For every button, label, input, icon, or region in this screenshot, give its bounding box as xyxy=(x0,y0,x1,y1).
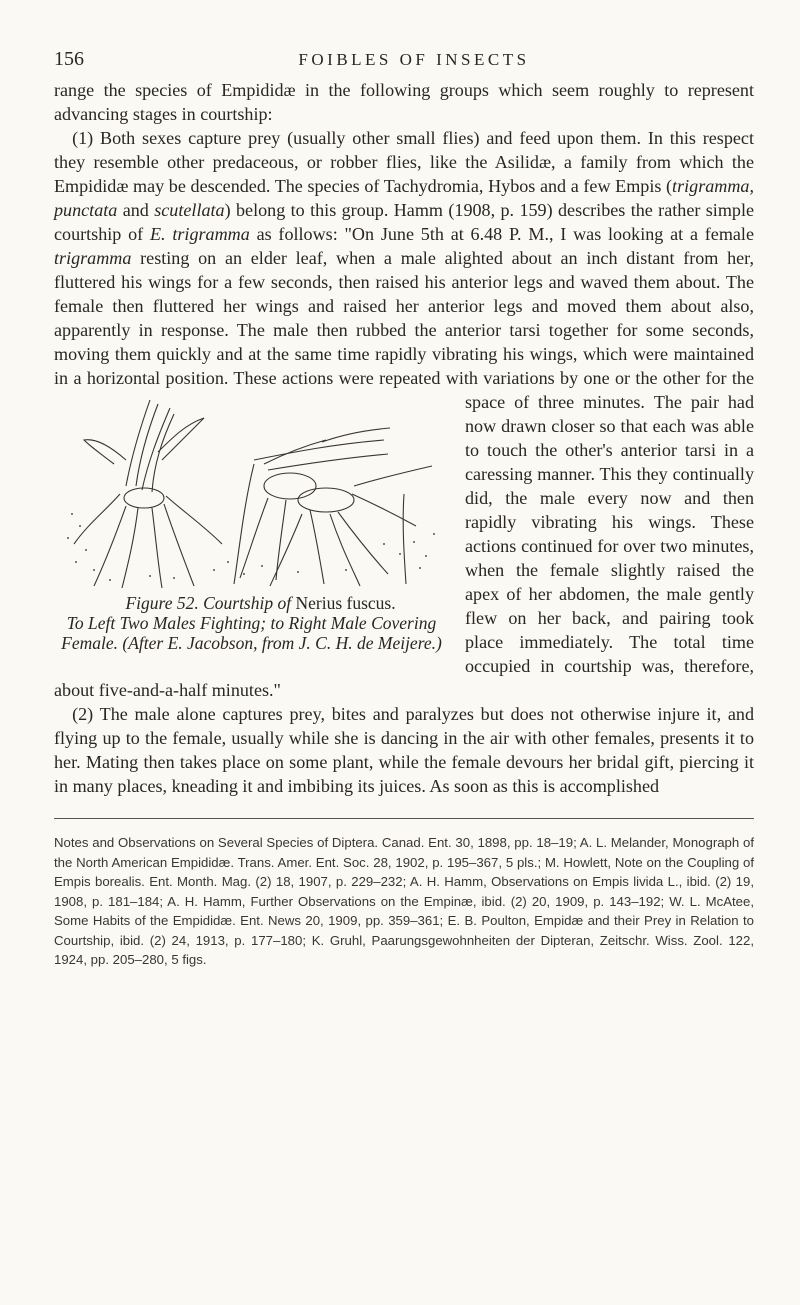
page-header xyxy=(54,48,754,78)
body-text xyxy=(54,78,754,798)
footnote-text: Notes and Observations on Several Species of Diptera. Canad. Ent. 30, 1898, pp. 18–19; A. L. Melander, Monograph of the North American Empididæ. Trans. Amer. Ent. Soc. 28, 1902, p. 195–367, 5 pls.; M. Howlett, Note on the Coupling of Empis borealis. Ent. Month. Mag. (2) 18, 1907, p. 229–232; A. H. Hamm, Observations on Empis livida L., ibid. (2) 19, 1908, p. 181–184; A. H. Hamm, Further Observations on the Empinæ, ibid. (2) 20, 1909, p. 143–192; W. L. McAtee, Some Habits of the Empididæ. Ent. News 20, 1909, pp. 359–361; E. B. Poulton, Empidæ and their Prey in Relation to Courtship, ibid. (2) 24, 1913, p. 177–180; K. Gruhl, Paarungsgewohnheiten der Dipteran, Zeitschr. Wiss. Zool. 122, 1924, pp. 205–280, 5 figs. xyxy=(54,835,754,967)
page-number: 156 xyxy=(54,48,84,70)
paragraph-group-2: (2) The male alone captures prey, bites and paralyzes but does not otherwise injure it, and flying up to the female, usually while she is dancing in the air with other females, presents it to her. Mating then takes place on some plant, while the female devours her bridal gift, piercing it in many places, kneading it and imbibing its juices. As soon as this is accomplished xyxy=(54,704,754,796)
footnotes xyxy=(54,833,754,970)
running-head: FOIBLES OF INSECTS xyxy=(298,50,530,69)
footnote-rule xyxy=(54,818,754,819)
courtship-illustration xyxy=(54,394,449,589)
figure-caption: Figure 52. Courtship of Nerius fuscus. To Left Two Males Fighting; to Right Male Covering Female. (After E. Jacobson, from J. C. H. de Meijere.) xyxy=(61,593,442,653)
paragraph-continuation: range the species of Empididæ in the following groups which seem roughly to represent advancing stages in courtship: xyxy=(54,80,754,124)
book-page xyxy=(54,48,754,970)
paragraph-group-1: (1) Both sexes capture prey (usually other small flies) and feed upon them. In this respect they resemble other predaceous, or robber flies, like the Asilidæ, a family from which the Empididæ may be descended. The species of Tachydromia, Hybos and a few Empis (trigramma, punctata and scutellata) belong to this group. Hamm (1908, p. 159) describes the rather simple courtship of E. trigramma as follows: "On June 5th at 6.48 P. M., I was looking at a female trigramma resting on an elder leaf, when a male alighted about an inch distant from her, fluttered his wings for a few seconds, then raised his anterior legs and waved them about. The female then fluttered her wings and raised her anterior legs and moved them about also, apparently in response. The male then rubbed the anterior tarsi together for some seconds, moving them quickly and at the same time rapidly vibrating his wings, which were maintained in a horizontal position. These actions were repeated with variations by one or the other for the space of three minutes. Figure 52. Courtship of Nerius fuscus. To Left Two Males Fighting; to Right Male Covering Female. (After E. Jacobson, from J. C. H. de Meijere.) The pair had now drawn closer so that each was able to touch the other's anterior tarsi in a caressing manner. This they continually did, the male every now and then rapidly vibrating his wings. These actions continued for over two minutes, when the female slightly raised the apex of her abdomen, the male gently flew on her back, and pairing took place immediately. The total time occupied in courtship was, therefore, about five-and-a-half minutes." xyxy=(54,128,755,700)
figure-52 xyxy=(54,394,449,669)
